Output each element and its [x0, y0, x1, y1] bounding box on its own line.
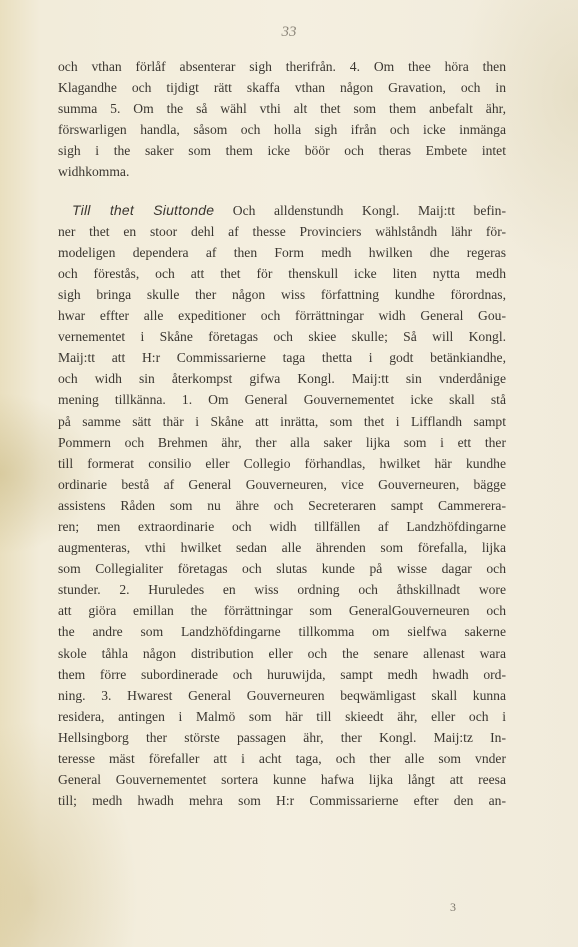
section-heading: Till thet Siuttonde	[72, 201, 215, 218]
text-line: ren; men extraordinarie och widh tillfällen af Landzhöfdingarne	[58, 518, 506, 534]
text-line: Klagandhe och tijdigt rätt skaffa vthan någon Gravation, och in	[58, 80, 506, 96]
text-line: till formerat consilio eller Collegio förhandlas, hwilket här kundhe	[58, 455, 506, 471]
text-line: General Gouvernementet sortera kunne hafwa lijka långt att reesa	[58, 772, 506, 788]
text-line: till; medh hwadh mehra som H:r Commissarierne efter den an-	[58, 793, 506, 809]
text-line: och förestås, och att thet för thenskull icke liten nytta medh	[58, 265, 506, 281]
text-line: assistens Råden som nu ähre och Secreteraren sampt Cammerera-	[58, 497, 506, 513]
text-body	[58, 56, 506, 811]
text-line	[72, 200, 506, 221]
text-line: summa 5. Om the så wähl vthi alt thet som them anbefalt ähr,	[58, 101, 506, 117]
text-line: sigh i the saker som them icke böör och theras Embete intet	[58, 143, 506, 159]
text-line: Pommern och Brehmen ähr, ther alla saker lijka som i ett ther	[58, 434, 506, 450]
text-line: hwar effter alle expeditioner och förrättningar widh General Gou-	[58, 308, 506, 324]
text-line: them förre subordinerade och huruwijda, sampt medh hwadh ord-	[58, 666, 506, 682]
text-line: skole tåhla någon distribution eller och the senare allenast wara	[58, 645, 506, 661]
text-line: och widh sin återkompst gifwa Kongl. Maij:tt sin vnderdånige	[58, 371, 506, 387]
text-line: modeligen dependera af then Form medh hwilken dhe regeras	[58, 244, 506, 260]
text-line: stunder. 2. Huruledes en wiss ordning och åthskillnadt wore	[58, 582, 506, 598]
text-line-rest: Och alldenstundh Kongl. Maij:tt befin-	[232, 202, 506, 218]
text-line: och vthan förlåf absenterar sigh therifrån. 4. Om thee höra then	[58, 59, 506, 74]
signature-mark: 3	[450, 900, 456, 914]
text-line: widhkomma.	[58, 164, 130, 180]
text-line: sigh bringa skulle ther någon wiss författning kundhe förordnas,	[58, 286, 506, 302]
text-line: ning. 3. Hwarest General Gouverneuren beqwämligast skall kunna	[58, 687, 506, 703]
text-line: augmenteras, vthi hwilket sedan alle ährenden som förefalla, lijka	[58, 540, 506, 556]
text-line: vernementet i Skåne företagas och skiee skulle; Så will Kongl.	[58, 329, 506, 345]
text-line: förswarligen handla, såsom och holla sigh ifrån och icke inmänga	[58, 122, 506, 138]
text-line: som Collegialiter företagas och slutas kunde på wisse dagar och	[58, 561, 506, 577]
text-line: ner thet en stoor dehl af thesse Provinciers wählståndh lähr för-	[58, 223, 506, 239]
text-line: mening tillkänna. 1. Om General Gouvernementet icke skall stå	[58, 392, 506, 408]
text-line: Hellsingborg ther störste passagen ähr, ther Kongl. Maij:tz In-	[58, 729, 506, 745]
text-line: Maij:tt att H:r Commissarierne taga thetta i godt betänkiandhe,	[58, 350, 506, 366]
text-line: ordinarie bestå af General Gouverneuren, vice Gouverneuren, bägge	[58, 476, 506, 492]
paragraph-2	[58, 200, 506, 812]
text-line: på samme sätt thär i Skåne att inrätta, som thet i Lifflandh sampt	[58, 413, 506, 429]
text-line: residera, antingen i Malmö som här till skieedt ähr, eller och i	[58, 708, 506, 724]
page-number: 33	[281, 24, 297, 40]
text-line: att giöra emillan the förrättningar som GeneralGouverneuren och	[58, 603, 506, 619]
text-line: teresse mäst förefaller att i acht taga, och ther alle som vnder	[58, 751, 506, 766]
paragraph-1	[58, 56, 506, 183]
text-line: the andre som Landzhöfdingarne tillkomma om sielfwa sakerne	[58, 624, 506, 640]
